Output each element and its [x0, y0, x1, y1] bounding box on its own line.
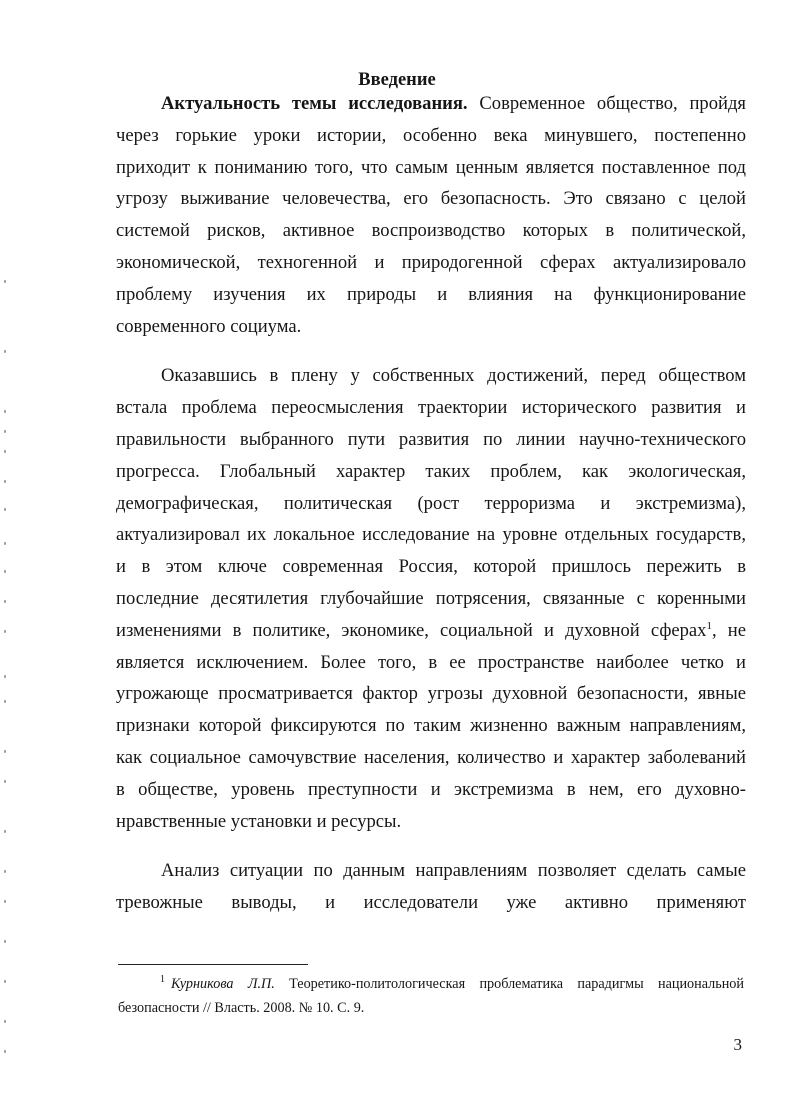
- paragraph-2: [116, 360, 746, 837]
- paragraph-1-line-1: [116, 88, 746, 120]
- paragraph-2-line-12: признаки которой фиксируются по таким жизненно важным направлениям,: [116, 715, 746, 737]
- footnote-line-1: [118, 972, 744, 996]
- paragraph-1: [116, 88, 746, 342]
- paragraph-2-line-14: в обществе, уровень преступности и экстремизма в нем, его духовно-: [116, 778, 746, 800]
- paragraph-1-line-5: системой рисков, активное воспроизводство которых в политической,: [116, 220, 746, 242]
- footnote-line-1-text: Теоретико-политологическая проблематика парадигмы национальной: [274, 976, 744, 992]
- paragraph-1-line-7: проблему изучения их природы и влияния на функционирование: [116, 283, 746, 305]
- paragraph-1-line-4: угрозу выживание человечества, его безопасность. Это связано с целой: [116, 188, 746, 210]
- paragraph-3-line-2: тревожные выводы, и исследователи уже активно применяют: [116, 892, 746, 914]
- paragraph-1-line-6: экономической, техногенной и природогенной сферах актуализировало: [116, 251, 746, 273]
- page-title: Введение: [358, 70, 436, 90]
- paragraph-2-line-9-tail: , не: [711, 619, 746, 641]
- paragraph-1-line-2: через горькие уроки истории, особенно века минувшего, постепенно: [116, 124, 746, 146]
- footnote: [118, 972, 744, 1020]
- paragraph-2-line-1: Оказавшись в плену у собственных достижений, перед обществом: [161, 365, 746, 387]
- paragraph-1-line-8: современного социума.: [116, 315, 302, 337]
- paragraph-2-line-10: является исключением. Более того, в ее пространстве наиболее четко и: [116, 651, 746, 673]
- paragraph-3-line-1: Анализ ситуации по данным направлениям позволяет сделать самые: [161, 860, 746, 882]
- paragraph-2-line-8: последние десятилетия глубочайшие потрясения, связанные с коренными: [116, 587, 746, 609]
- paragraph-2-line-9: [116, 615, 746, 647]
- paragraph-1-line-3: приходит к пониманию того, что самым ценным является поставленное под: [116, 156, 746, 178]
- paragraph-3: [116, 855, 746, 919]
- paragraph-2-line-7: и в этом ключе современная Россия, которой пришлось пережить в: [116, 556, 746, 578]
- paragraph-2-line-15: нравственные установки и ресурсы.: [116, 810, 402, 832]
- paragraph-2-line-11: угрожающе просматривается фактор угрозы духовной безопасности, явные: [116, 683, 746, 705]
- paragraph-2-line-2: встала проблема переосмысления траектории исторического развития и: [116, 397, 746, 419]
- paragraph-gap: [116, 342, 746, 360]
- page-number: 3: [733, 1035, 742, 1054]
- footnote-separator: [118, 964, 308, 965]
- paragraph-2-line-4: прогресса. Глобальный характер таких проблем, как экологическая,: [116, 460, 746, 482]
- paragraph-1-lead: Актуальность темы исследования.: [161, 93, 468, 114]
- body-text: [116, 88, 746, 919]
- paragraph-gap: [116, 837, 746, 855]
- paragraph-2-line-9-text: изменениями в политике, экономике, социальной и духовной сферах: [116, 619, 707, 641]
- paragraph-2-line-13: как социальное самочувствие населения, количество и характер заболеваний: [116, 746, 746, 768]
- footnote-line-2: безопасности // Власть. 2008. № 10. С. 9.: [118, 1000, 365, 1016]
- paragraph-1-line-1-text: Современное общество, пройдя: [467, 93, 746, 114]
- footnote-author: Курникова Л.П.: [171, 976, 275, 992]
- paragraph-2-line-6: актуализировал их локальное исследование на уровне отдельных государств,: [116, 524, 746, 546]
- footnote-reference-1: 1: [706, 619, 712, 632]
- footnote-number: 1: [160, 974, 165, 986]
- paragraph-2-line-3: правильности выбранного пути развития по линии научно-технического: [116, 428, 746, 450]
- scan-margin-marks: [4, 280, 12, 1060]
- paragraph-2-line-5: демографическая, политическая (рост терроризма и экстремизма),: [116, 492, 746, 514]
